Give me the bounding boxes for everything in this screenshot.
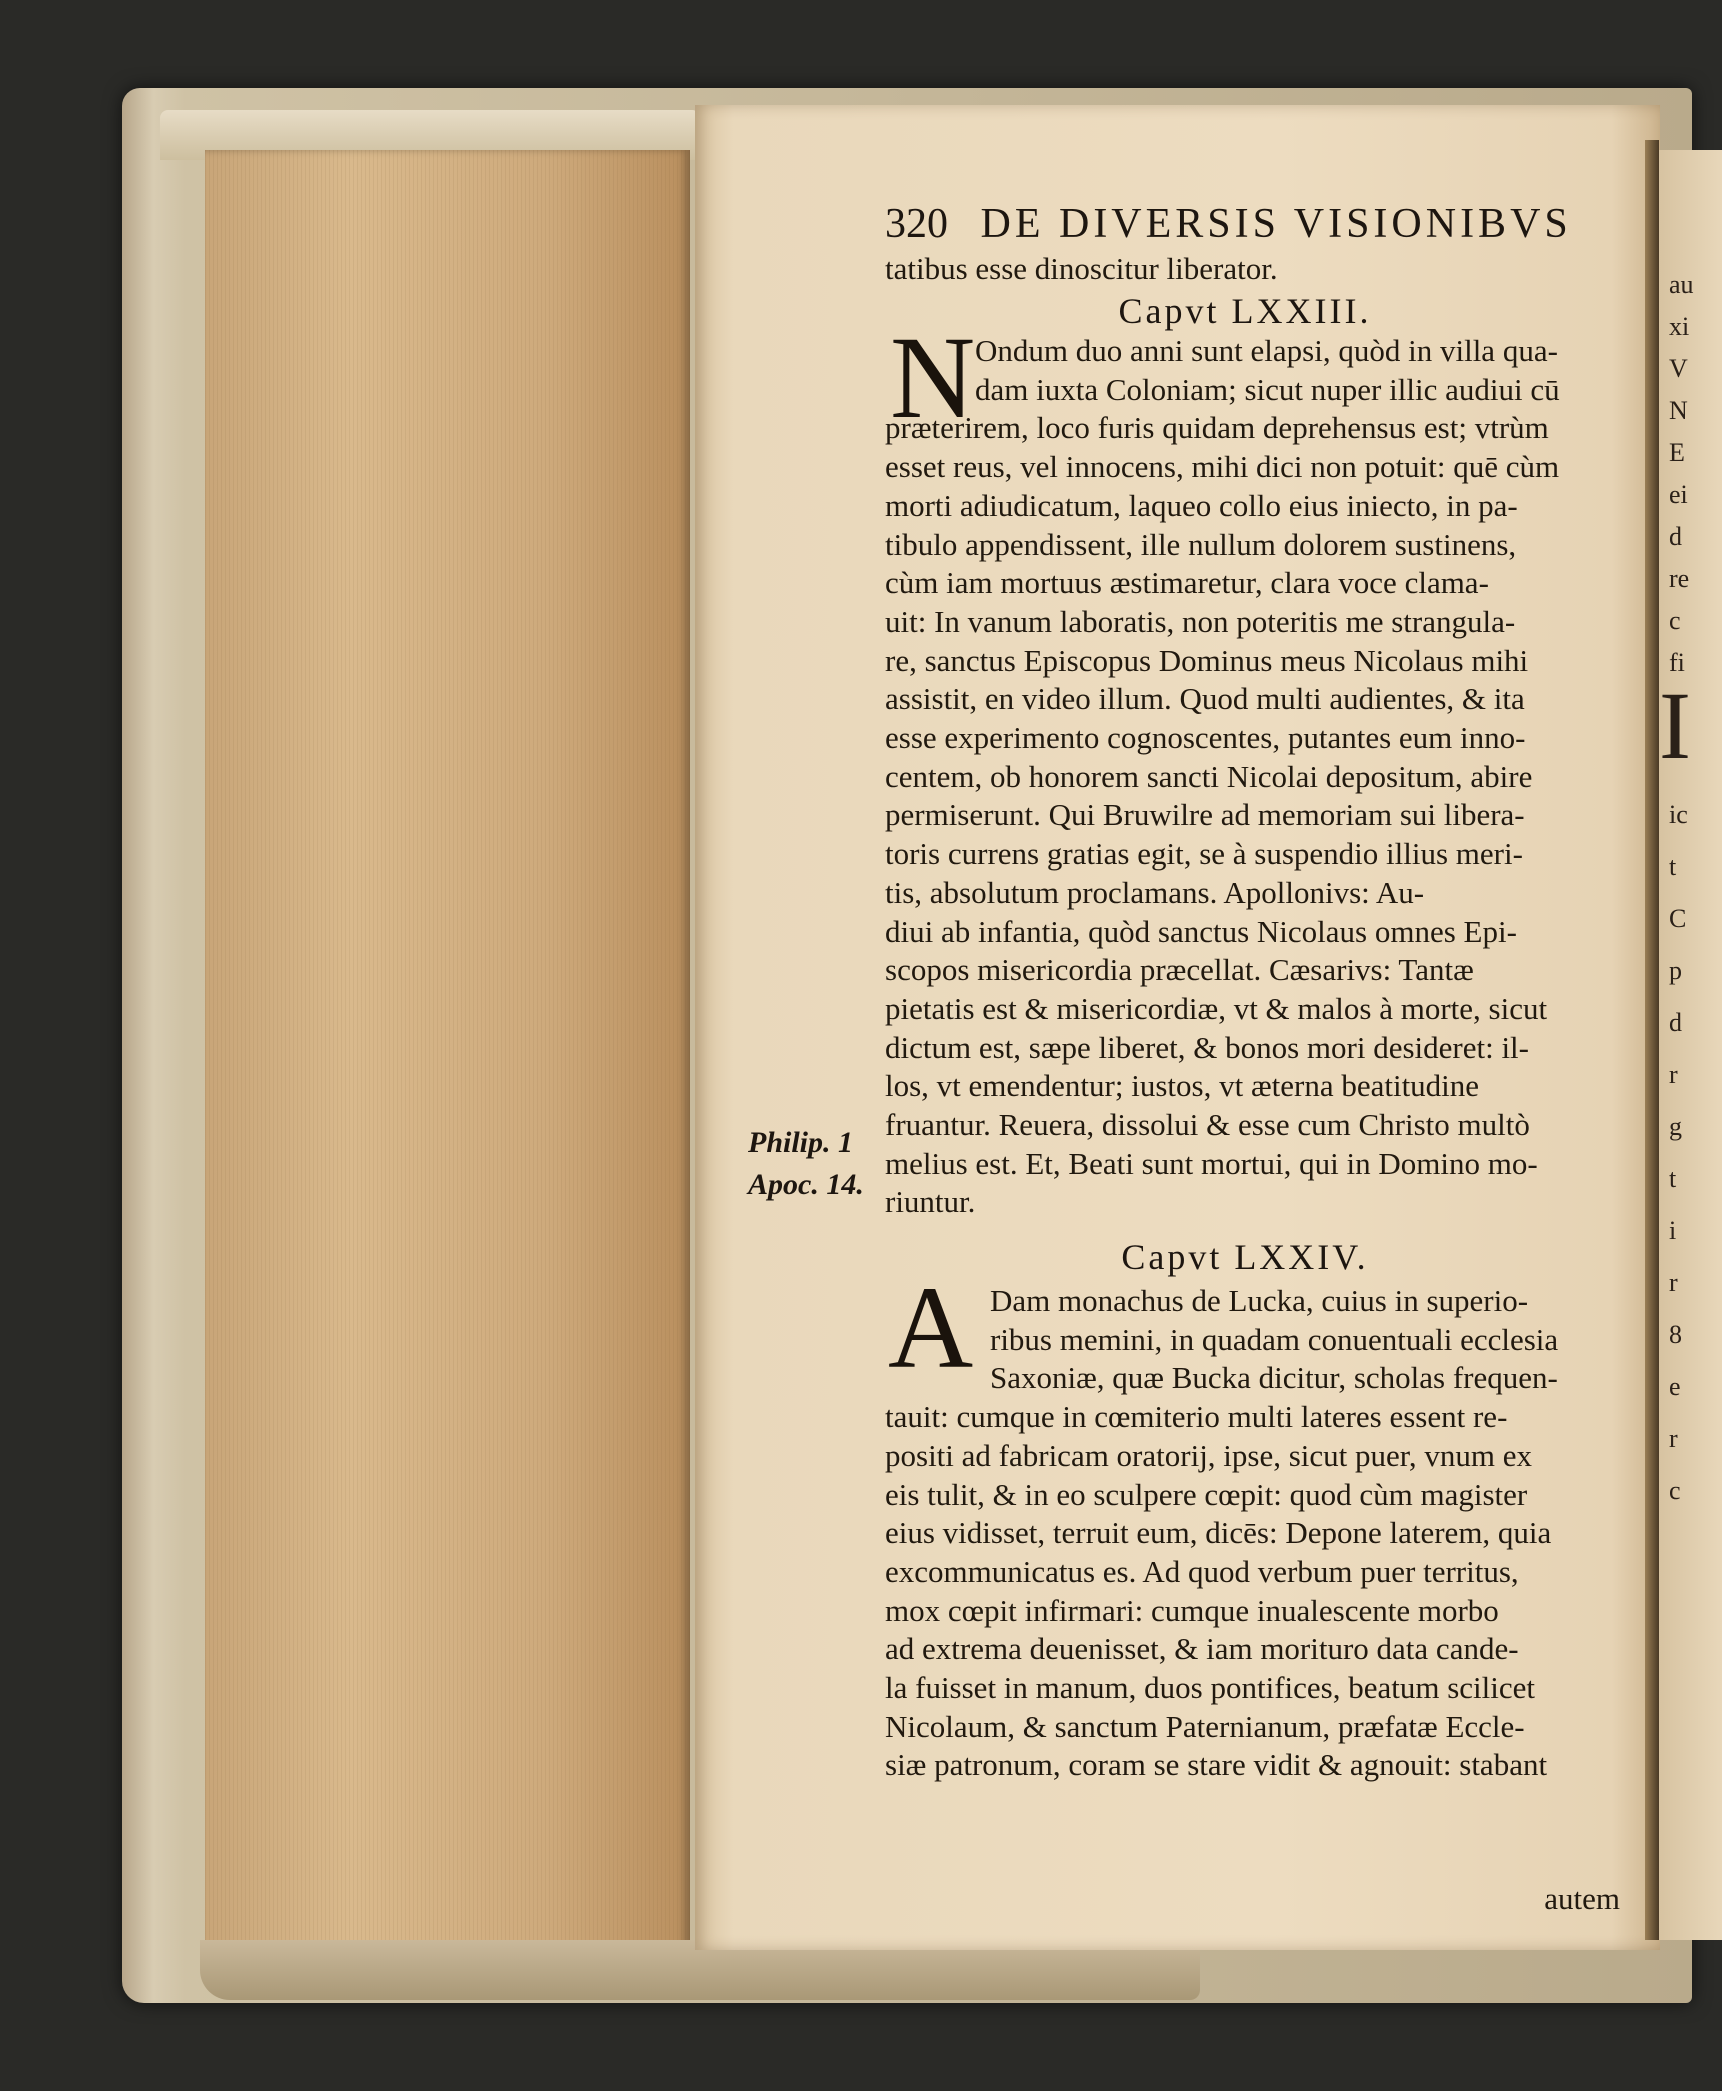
facing-page-fragment: 8 — [1669, 1320, 1682, 1349]
text-line: uit: In vanum laboratis, non poteritis me strangula- — [885, 603, 1516, 639]
facing-page-fragment: d — [1669, 1008, 1682, 1037]
facing-page-edge — [1659, 150, 1722, 1940]
facing-page-fragment: au — [1669, 270, 1694, 299]
opening-line: tatibus esse dinoscitur liberator. — [885, 251, 1278, 286]
page-gutter — [1645, 140, 1659, 1940]
facing-page-fragment: re — [1669, 564, 1690, 593]
chapter-heading: Capvt LXXIII. — [1118, 291, 1372, 331]
text-line: eius vidisset, terruit eum, dicēs: Depone laterem, quia — [885, 1515, 1552, 1551]
margin-note: Philip. 1 — [748, 1126, 854, 1159]
text-line: eis tulit, & in eo sculpere cœpit: quod cùm magister — [885, 1476, 1528, 1512]
text-line: tis, absolutum proclamans. Apollonivs: Au- — [885, 874, 1425, 910]
facing-page-fragments — [1659, 150, 1722, 1940]
text-line: riuntur. — [885, 1184, 976, 1220]
catchword: autem — [1544, 1881, 1620, 1916]
text-line: Ondum duo anni sunt elapsi, quòd in villa qua- — [975, 333, 1558, 368]
text-line: pietatis est & misericordiæ, vt & malos à morte, sicut — [885, 990, 1548, 1026]
text-line: esse experimento cognoscentes, putantes eum inno- — [885, 720, 1526, 755]
text-line: morti adiudicatum, laqueo collo eius iniecto, in pa- — [885, 487, 1518, 523]
facing-page-fragment: ic — [1669, 800, 1688, 829]
facing-page-fragment: r — [1669, 1268, 1678, 1297]
text-line: Dam monachus de Lucka, cuius in superio- — [990, 1283, 1529, 1318]
text-line: cùm iam mortuus æstimaretur, clara voce clama- — [885, 565, 1489, 601]
text-line: permiserunt. Qui Bruwilre ad memoriam sui libera- — [885, 797, 1525, 833]
facing-page-fragment: g — [1669, 1112, 1682, 1141]
facing-page-fragment: c — [1669, 1476, 1681, 1505]
facing-page-fragment: t — [1669, 852, 1677, 881]
text-line: ad extrema deuenisset, & iam morituro data cande- — [885, 1631, 1519, 1667]
facing-page-fragment: xi — [1669, 312, 1690, 341]
drop-cap: N — [890, 312, 976, 443]
facing-page-fragment: c — [1669, 606, 1681, 635]
text-line: dictum est, sæpe liberet, & bonos mori desideret: il- — [885, 1029, 1529, 1065]
text-line: Saxoniæ, quæ Bucka dicitur, scholas frequen- — [990, 1360, 1558, 1396]
facing-page-fragment: N — [1669, 396, 1688, 425]
text-line: la fuisset in manum, duos pontifices, beatum scilicet — [885, 1670, 1536, 1705]
page-number: 320 — [885, 201, 948, 247]
facing-page-fragment: p — [1669, 956, 1682, 985]
chapter-heading: Capvt LXXIV. — [1121, 1237, 1369, 1277]
text-line: tibulo appendissent, ille nullum dolorem sustinens, — [885, 526, 1517, 562]
text-line: scopos misericordia præcellat. Cæsarivs: Tantæ — [885, 952, 1474, 988]
text-line: ribus memini, in quadam conuentuali ecclesia — [990, 1321, 1559, 1357]
text-line: melius est. Et, Beati sunt mortui, qui in Domino mo- — [885, 1145, 1538, 1181]
text-line: toris currens gratias egit, se à suspendio illius meri- — [885, 836, 1523, 872]
facing-page-fragment: C — [1669, 904, 1687, 933]
facing-page-fragment: fi — [1669, 648, 1685, 677]
chapter-heading-wrap — [885, 292, 1605, 336]
text-line: positi ad fabricam oratorij, ipse, sicut puer, vnum ex — [885, 1437, 1533, 1473]
facing-page-fragment: r — [1669, 1060, 1678, 1089]
text-line: diui ab infantia, quòd sanctus Nicolaus omnes Epi- — [885, 913, 1517, 949]
facing-page-fragment: V — [1669, 354, 1688, 383]
text-line: mox cœpit infirmari: cumque inualescente morbo — [885, 1592, 1499, 1628]
running-head-title: DE DIVERSIS VISIONIBVS — [980, 201, 1572, 247]
margin-note: Apoc. 14. — [748, 1168, 864, 1201]
text-line: tauit: cumque in cœmiterio multi lateres essent re- — [885, 1399, 1508, 1435]
text-line: esset reus, vel innocens, mihi dici non potuit: quē cùm — [885, 449, 1560, 485]
text-line: fruantur. Reuera, dissolui & esse cum Christo multò — [885, 1107, 1530, 1142]
text-line: centem, ob honorem sancti Nicolai depositum, abire — [885, 758, 1533, 794]
facing-page-fragment: i — [1669, 1216, 1677, 1245]
facing-page-fragment: d — [1669, 522, 1682, 551]
text-line: assistit, en video illum. Quod multi audientes, & ita — [885, 681, 1525, 717]
chapter-heading-wrap — [885, 1238, 1605, 1282]
drop-cap: A — [888, 1262, 974, 1393]
facing-page-fragment: e — [1669, 1372, 1681, 1401]
facing-page-fragment: E — [1669, 438, 1685, 467]
running-head — [885, 200, 1605, 250]
facing-page-fragment: I — [1659, 672, 1691, 779]
text-line: dam iuxta Coloniam; sicut nuper illic audiui cū — [975, 371, 1560, 407]
page-block-edge — [205, 150, 690, 1950]
text-line: excommunicatus es. Ad quod verbum puer territus, — [885, 1553, 1519, 1589]
facing-page-fragment: r — [1669, 1424, 1678, 1453]
text-line: Nicolaum, & sanctum Paternianum, præfatæ Eccle- — [885, 1708, 1525, 1744]
text-line: re, sanctus Episcopus Dominus meus Nicolaus mihi — [885, 642, 1529, 678]
text-line: siæ patronum, coram se stare vidit & agnouit: stabant — [885, 1747, 1548, 1783]
facing-page-fragment: t — [1669, 1164, 1677, 1193]
text-line: præterirem, loco furis quidam deprehensus est; vtrùm — [885, 410, 1549, 446]
text-line: los, vt emendentur; iustos, vt æterna beatitudine — [885, 1068, 1480, 1104]
facing-page-fragment: ei — [1669, 480, 1688, 509]
